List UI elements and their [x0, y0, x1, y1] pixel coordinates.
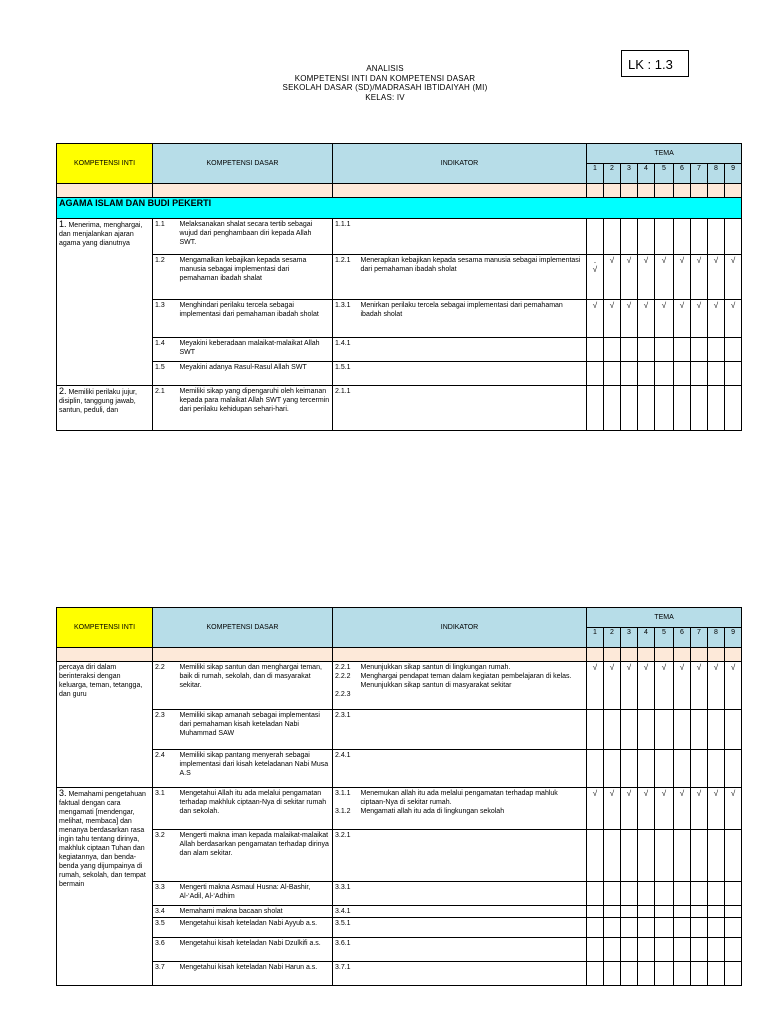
- table-row: [57, 662, 742, 710]
- tema-check: √: [621, 300, 638, 338]
- kd-text: Mengetahui Allah itu ada melalui pengamatan terhadap makhluk ciptaan-Nya di sekitar rumah dan sekolah.: [178, 788, 333, 830]
- tema-number: 9: [725, 628, 742, 648]
- header-tema: TEMA: [587, 144, 742, 164]
- indicator-text: Menunjukkan sikap santun di masyarakat sekitar: [360, 682, 512, 689]
- table-row: [57, 710, 742, 750]
- table-row: [57, 906, 742, 918]
- tema-check: √: [604, 300, 621, 338]
- title-line-4: KELAS: IV: [365, 92, 405, 102]
- header-kompetensi-inti: KOMPETENSI INTI: [57, 144, 153, 184]
- indicator-text-group: [359, 788, 587, 830]
- kd-number: 3.2: [153, 830, 178, 882]
- spacer-row: [57, 184, 742, 198]
- kd-number: 2.3: [153, 710, 178, 750]
- kd-text: Memahami makna bacaan sholat: [178, 906, 333, 918]
- tema-check: √: [725, 300, 742, 338]
- tema-number: 7: [691, 164, 708, 184]
- tema-number: 1: [587, 628, 604, 648]
- indicator-number: 2.4.1: [333, 750, 359, 788]
- kd-text: Mengamalkan kebajikan kepada sesama manusia sebagai implementasi dari pemahaman ibadah shalat: [178, 255, 333, 300]
- title-line-2: KOMPETENSI INTI DAN KOMPETENSI DASAR: [294, 73, 476, 83]
- indicator-number: 3.3.1: [333, 882, 359, 906]
- competency-table-1: [56, 143, 742, 431]
- indicator-number-group: [333, 662, 359, 710]
- indicator-number: 1.2.1: [333, 255, 359, 300]
- indicator-number: 3.7.1: [333, 962, 359, 986]
- tema-check: √: [691, 788, 708, 830]
- tema-check: √: [691, 662, 708, 710]
- kd-number: 3.6: [153, 938, 178, 962]
- tema-check: √: [655, 662, 674, 710]
- header-tema: TEMA: [587, 608, 742, 628]
- kd-text: Mengetahui kisah keteladan Nabi Harun a.s.: [178, 962, 333, 986]
- tema-check: √: [708, 255, 725, 300]
- tema-check: √: [708, 662, 725, 710]
- tema-check: √: [674, 300, 691, 338]
- kd-number: 2.2: [153, 662, 178, 710]
- ki-1-text: Menerima, menghargai, dan menjalankan ajaran agama yang dianutnya: [59, 222, 143, 247]
- kd-number: 1.1: [153, 219, 178, 255]
- tema-number: 5: [655, 164, 674, 184]
- kd-number: 3.7: [153, 962, 178, 986]
- kd-number: 3.1: [153, 788, 178, 830]
- kd-text: Memiliki sikap yang dipengaruhi oleh keimanan kepada para malaikat Allah SWT yang tercermin dari perilaku kehidupan sehari-hari.: [178, 386, 333, 431]
- table-row: [57, 386, 742, 431]
- kd-number: 1.4: [153, 338, 178, 362]
- header-indikator: INDIKATOR: [333, 608, 587, 648]
- tema-number: 3: [621, 164, 638, 184]
- tema-check: √: [674, 662, 691, 710]
- table-row: [57, 362, 742, 386]
- tema-check: √: [725, 662, 742, 710]
- indicator-text: Menirkan perilaku tercela sebagai implementasi dari pemahaman ibadah sholat: [359, 300, 587, 338]
- header-kompetensi-dasar: KOMPETENSI DASAR: [153, 144, 333, 184]
- indicator-number: 3.1.2: [335, 808, 351, 815]
- kd-number: 1.5: [153, 362, 178, 386]
- kd-number: 3.4: [153, 906, 178, 918]
- tema-number: 6: [674, 164, 691, 184]
- kd-text: Mengetahui kisah keteladan Nabi Ayyub a.s.: [178, 918, 333, 938]
- table-row: [57, 918, 742, 938]
- tema-check: √: [708, 300, 725, 338]
- ki-1-cell: [57, 219, 153, 386]
- indicator-number: 2.3.1: [333, 710, 359, 750]
- table-row: [57, 938, 742, 962]
- tema-check: √: [638, 788, 655, 830]
- section-title-row: [57, 198, 742, 219]
- tema-number: 1: [587, 164, 604, 184]
- table-row: [57, 788, 742, 830]
- header-indikator: INDIKATOR: [333, 144, 587, 184]
- ki-3-cell: [57, 788, 153, 986]
- table-row: [57, 830, 742, 882]
- tema-check: √: [674, 788, 691, 830]
- tema-check: √: [604, 255, 621, 300]
- competency-table-2: [56, 607, 742, 986]
- indicator-number: 3.4.1: [333, 906, 359, 918]
- tema-check: √: [655, 788, 674, 830]
- indicator-number-group: [333, 788, 359, 830]
- indicator-text: Mengamati allah itu ada di lingkungan sekolah: [360, 808, 505, 815]
- check-mark: √: [592, 265, 598, 274]
- indicator-number: 3.1.1: [335, 790, 351, 797]
- kd-text: Memiliki sikap pantang menyerah sebagai implementasi dari kisah keteladanan Nabi Musa A.S: [178, 750, 333, 788]
- tema-check: √: [638, 255, 655, 300]
- table-row: [57, 882, 742, 906]
- kd-text: Melaksanakan shalat secara tertib sebagai wujud dari penghambaan diri kepada Allah SWT.: [178, 219, 333, 255]
- tema-number: 3: [621, 628, 638, 648]
- table-row: [57, 219, 742, 255]
- tema-number: 4: [638, 164, 655, 184]
- tema-check: √: [604, 788, 621, 830]
- kd-number: 3.3: [153, 882, 178, 906]
- kd-number: 3.5: [153, 918, 178, 938]
- ki-2-text: Memiliki perilaku jujur, disiplin, tanggung jawab, santun, peduli, dan: [59, 389, 137, 414]
- tema-check: √: [638, 300, 655, 338]
- indicator-number: 3.5.1: [333, 918, 359, 938]
- tema-check: √: [725, 788, 742, 830]
- tema-number: 8: [708, 628, 725, 648]
- indicator-number: 2.1.1: [333, 386, 359, 431]
- section-title: AGAMA ISLAM DAN BUDI PEKERTI: [57, 198, 742, 219]
- ki-3-text: Memahami pengetahuan faktual dengan cara mengamati [mendengar, melihat, membaca] dan menanya berdasarkan rasa ingin tahu tentang dirinya, makhluk ciptaan Tuhan dan kegiatannya, dan benda-benda yang dijumpainya di rumah, sekolah, dan tempat bermain: [59, 791, 146, 888]
- table-row: [57, 750, 742, 788]
- tema-number: 9: [725, 164, 742, 184]
- ki-2-continued: percaya diri dalam berinteraksi dengan keluarga, teman, tetangga, dan guru: [57, 662, 153, 788]
- indicator-number: 2.2.2: [335, 673, 351, 680]
- document-title: [200, 64, 570, 102]
- header-kompetensi-inti: KOMPETENSI INTI: [57, 608, 153, 648]
- lk-label: LK : 1.3: [621, 50, 689, 77]
- table-row: [57, 338, 742, 362]
- kd-text: Memiliki sikap amanah sebagai implementasi dari pemahaman kisah keteladan Nabi Muhammad SAW: [178, 710, 333, 750]
- indicator-number: 2.2.1: [335, 664, 351, 671]
- indicator-number: 1.1.1: [333, 219, 359, 255]
- tema-check: √: [674, 255, 691, 300]
- kd-text: Menghindari perilaku tercela sebagai implementasi dari pemahaman ibadah sholat: [178, 300, 333, 338]
- kd-text: Mengetahui kisah keteladan Nabi Dzulkifi a.s.: [178, 938, 333, 962]
- tema-check: √: [638, 662, 655, 710]
- tema-number: 8: [708, 164, 725, 184]
- tema-number: 2: [604, 164, 621, 184]
- kd-number: 1.2: [153, 255, 178, 300]
- tema-check: √: [655, 300, 674, 338]
- indicator-text: Menghargai pendapat teman dalam kegiatan pembelajaran di kelas.: [360, 673, 572, 680]
- dot-mark: .: [593, 256, 597, 265]
- kd-text: Meyakini keberadaan malaikat-malaikat Allah SWT: [178, 338, 333, 362]
- table-row: [57, 962, 742, 986]
- ki-2-cell: [57, 386, 153, 431]
- kd-text: Mengerti makna Asmaul Husna: Al-Bashir, Al-‘Adil, Al-‘Adhim: [178, 882, 333, 906]
- kd-text: Mengerti makna iman kepada malaikat-malaikat Allah berdasarkan pengamatan terhadap dirinya dan alam sekitar.: [178, 830, 333, 882]
- kd-number: 1.3: [153, 300, 178, 338]
- indicator-text: Menemukan allah itu ada melalui pengamatan terhadap mahluk ciptaan-Nya di sekitar rumah.: [360, 790, 558, 806]
- indicator-number: 1.3.1: [333, 300, 359, 338]
- ki-1-number: 1.: [59, 219, 67, 229]
- indicator-text: Menerapkan kebajikan kepada sesama manusia sebagai implementasi dari pemahaman ibadah sholat: [359, 255, 587, 300]
- tema-check: √: [587, 788, 604, 830]
- ki-3-number: 3.: [59, 788, 67, 798]
- tema-number: 7: [691, 628, 708, 648]
- tema-number: 2: [604, 628, 621, 648]
- title-line-1: ANALISIS: [366, 64, 404, 73]
- indicator-number: 2.2.3: [335, 691, 351, 698]
- tema-check: √: [587, 662, 604, 710]
- indicator-number: 1.5.1: [333, 362, 359, 386]
- table-row: [57, 300, 742, 338]
- tema-check: √: [621, 788, 638, 830]
- indicator-number: 3.2.1: [333, 830, 359, 882]
- spacer-row: [57, 648, 742, 662]
- indicator-number: 1.4.1: [333, 338, 359, 362]
- tema-check: [587, 255, 604, 300]
- table-row: [57, 255, 742, 300]
- tema-check: √: [691, 300, 708, 338]
- tema-number: 5: [655, 628, 674, 648]
- header-kompetensi-dasar: KOMPETENSI DASAR: [153, 608, 333, 648]
- kd-number: 2.4: [153, 750, 178, 788]
- tema-check: √: [725, 255, 742, 300]
- tema-number: 6: [674, 628, 691, 648]
- tema-check: √: [587, 300, 604, 338]
- indicator-text: Menunjukkan sikap santun di lingkungan rumah.: [360, 664, 511, 671]
- tema-check: √: [655, 255, 674, 300]
- tema-check: √: [708, 788, 725, 830]
- tema-check: √: [604, 662, 621, 710]
- tema-check: √: [621, 662, 638, 710]
- title-line-3: SEKOLAH DASAR (SD)/MADRASAH IBTIDAIYAH (MI): [282, 83, 488, 92]
- kd-text: Memiliki sikap santun dan menghargai teman, baik di rumah, sekolah, dan di masyarakat sekitar.: [178, 662, 333, 710]
- tema-check: √: [691, 255, 708, 300]
- tema-number: 4: [638, 628, 655, 648]
- tema-check: √: [621, 255, 638, 300]
- kd-number: 2.1: [153, 386, 178, 431]
- ki-2-number: 2.: [59, 386, 67, 396]
- indicator-text-group: [359, 662, 587, 710]
- kd-text: Meyakini adanya Rasul-Rasul Allah SWT: [178, 362, 333, 386]
- indicator-number: 3.6.1: [333, 938, 359, 962]
